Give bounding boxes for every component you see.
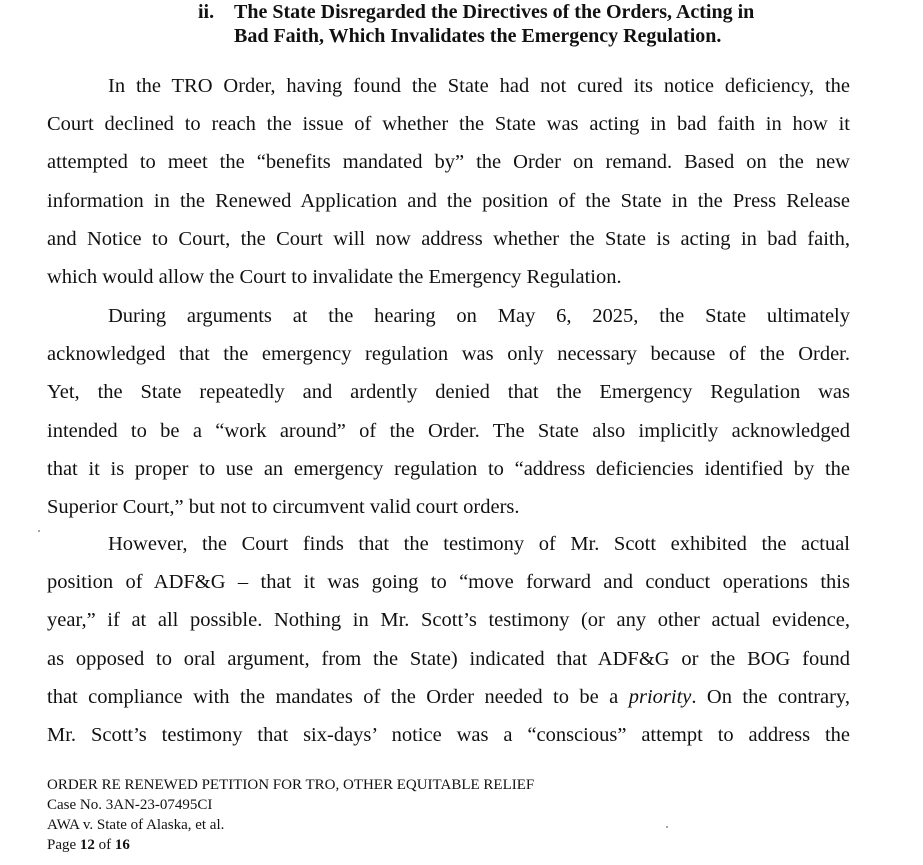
page-label: Page	[47, 837, 80, 853]
page-footer	[47, 775, 534, 855]
paragraph-2	[47, 297, 850, 526]
emphasis-priority: priority	[628, 685, 692, 708]
footer-case-number: Case No. 3AN-23-07495CI	[47, 797, 213, 813]
section-number: ii.	[198, 1, 215, 23]
text-line: In the TRO Order, having found the State had not cured its notice deficiency, the	[108, 75, 850, 97]
text-line: position of ADF&G – that it was going to “move forward and conduct operations this	[47, 571, 850, 594]
text-line-with-emphasis	[47, 678, 850, 716]
text-line: year,” if at all possible. Nothing in Mr. Scott’s testimony (or any other actual evidence,	[47, 609, 850, 632]
text-line: Court declined to reach the issue of whether the State was acting in bad faith in how it	[47, 113, 850, 136]
section-heading	[198, 0, 898, 48]
text-line: acknowledged that the emergency regulation was only necessary because of the Order.	[47, 343, 850, 366]
page-total: 16	[114, 837, 130, 853]
section-heading-text-1: The State Disregarded the Directives of the Orders, Acting in	[234, 1, 755, 23]
text-line: which would allow the Court to invalidate the Emergency Regulation.	[47, 265, 622, 288]
text-segment: . On the contrary,	[691, 685, 850, 708]
footer-parties: AWA v. State of Alaska, et al.	[47, 817, 225, 833]
text-segment: that compliance with the mandates of the Order needed to be a	[47, 685, 629, 708]
scan-speck	[38, 530, 40, 532]
text-line: Mr. Scott’s testimony that six-days’ notice was a “conscious” attempt to address the	[47, 723, 850, 746]
text-line: attempted to meet the “benefits mandated by” the Order on remand. Based on the new	[47, 151, 850, 174]
text-line: intended to be a “work around” of the Order. The State also implicitly acknowledged	[47, 419, 850, 442]
paragraph-3	[47, 525, 850, 754]
text-line: information in the Renewed Application and the position of the State in the Press Release	[47, 189, 850, 212]
page-current: 12	[79, 837, 95, 853]
text-line: Yet, the State repeatedly and ardently denied that the Emergency Regulation was	[47, 381, 850, 404]
section-heading-line-1	[198, 0, 898, 24]
text-line: as opposed to oral argument, from the State) indicated that ADF&G or the BOG found	[47, 647, 850, 670]
text-line: and Notice to Court, the Court will now address whether the State is acting in bad faith,	[47, 227, 850, 250]
footer-order-title: ORDER RE RENEWED PETITION FOR TRO, OTHER EQUITABLE RELIEF	[47, 777, 535, 793]
section-heading-line-2: Bad Faith, Which Invalidates the Emergency Regulation.	[234, 25, 722, 47]
text-line: that it is proper to use an emergency regulation to “address deficiencies identified by the	[47, 457, 850, 480]
text-line: However, the Court finds that the testimony of Mr. Scott exhibited the actual	[108, 533, 850, 555]
text-line: Superior Court,” but not to circumvent valid court orders.	[47, 495, 520, 518]
page-of-label: of	[94, 837, 115, 853]
paragraph-1	[47, 67, 850, 296]
scan-speck	[666, 826, 668, 828]
footer-page-number	[47, 835, 534, 855]
text-line: During arguments at the hearing on May 6, 2025, the State ultimately	[108, 305, 850, 327]
